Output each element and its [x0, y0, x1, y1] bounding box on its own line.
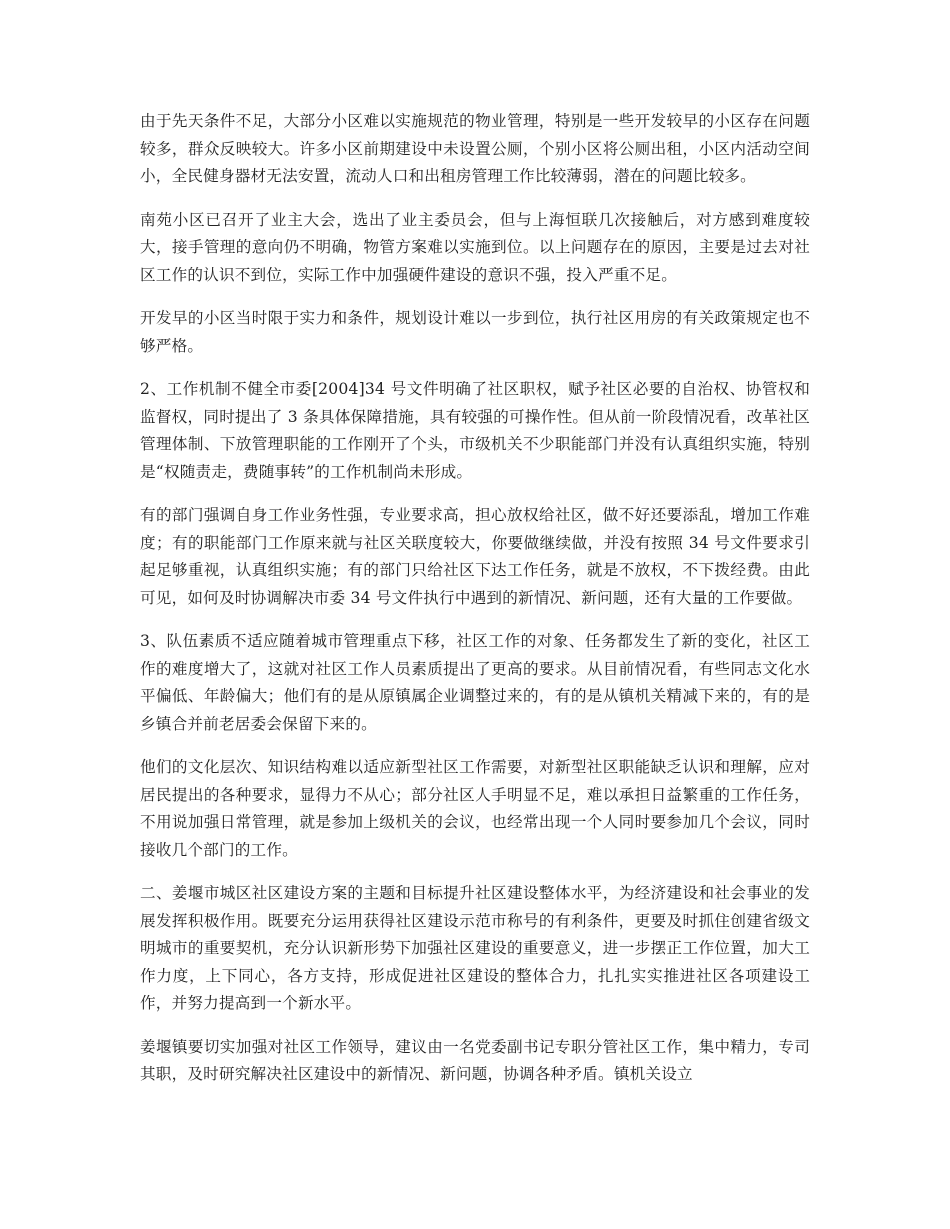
paragraph-departments: 有的部门强调自身工作业务性强，专业要求高，担心放权给社区，做不好还要添乱，增加工作难度；有的职能部门工作原来就与社区关联度较大，你要做继续做，并没有按照 34 号文件要求引起足够重视，认真组织实施；有的部门只给社区下达工作任务，就是不放权，不下拨经费。由此可见，如何及时协调解决市委 34 号文件执行中遇到的新情况、新问题，还有大量的工作要做。	[140, 506, 810, 607]
paragraph-plan-theme: 二、姜堰市城区社区建设方案的主题和目标提升社区建设整体水平，为经济建设和社会事业的发展发挥积极作用。既要充分运用获得社区建设示范市称号的有利条件，更要及时抓住创建省级文明城市的重要契机，充分认识新形势下加强社区建设的重要意义，进一步摆正工作位置，加大工作力度，上下同心，各方支持，形成促进社区建设的整体合力，扎扎实实推进社区各项建设工作，并努力提高到一个新水平。	[140, 884, 810, 1012]
paragraph-early-development: 开发早的小区当时限于实力和条件，规划设计难以一步到位，执行社区用房的有关政策规定也不够严格。	[140, 309, 810, 355]
paragraph-property-management: 由于先天条件不足，大部分小区难以实施规范的物业管理，特别是一些开发较早的小区存在问题较多，群众反映较大。许多小区前期建设中未设置公厕，个别小区将公厕出租，小区内活动空间小，全民健身器材无法安置，流动人口和出租房管理工作比较薄弱，潜在的问题比较多。	[140, 112, 810, 185]
paragraph-work-mechanism: 2、工作机制不健全市委[2004]34 号文件明确了社区职权，赋予社区必要的自治权、协管权和监督权，同时提出了 3 条具体保障措施，具有较强的可操作性。但从前一阶段情况看，改革社区管理体制、下放管理职能的工作刚开了个头，市级机关不少职能部门并没有认真组织实施，特别是“权随责走，费随事转”的工作机制尚未形成。	[140, 380, 810, 481]
paragraph-leadership: 姜堰镇要切实加强对社区工作领导，建议由一名党委副书记专职分管社区工作，集中精力，专司其职，及时研究解决社区建设中的新情况、新问题，协调各种矛盾。镇机关设立	[140, 1037, 810, 1083]
document-body	[140, 108, 810, 1105]
paragraph-nanyuan-community: 南苑小区已召开了业主大会，选出了业主委员会，但与上海恒联几次接触后，对方感到难度较大，接手管理的意向仍不明确，物管方案难以实施到位。以上问题存在的原因，主要是过去对社区工作的认识不到位，实际工作中加强硬件建设的意识不强，投入严重不足。	[140, 210, 810, 284]
paragraph-staff-quality: 3、队伍素质不适应随着城市管理重点下移，社区工作的对象、任务都发生了新的变化，社区工作的难度增大了，这就对社区工作人员素质提出了更高的要求。从目前情况看，有些同志文化水平偏低、年龄偏大；他们有的是从原镇属企业调整过来的，有的是从镇机关精减下来的，有的是乡镇合并前老居委会保留下来的。	[140, 632, 810, 733]
paragraph-cultural-level: 他们的文化层次、知识结构难以适应新型社区工作需要，对新型社区职能缺乏认识和理解，应对居民提出的各种要求，显得力不从心；部分社区人手明显不足，难以承担日益繁重的工作任务，不用说加强日常管理，就是参加上级机关的会议，也经常出现一个人同时要参加几个会议，同时接收几个部门的工作。	[140, 758, 810, 859]
